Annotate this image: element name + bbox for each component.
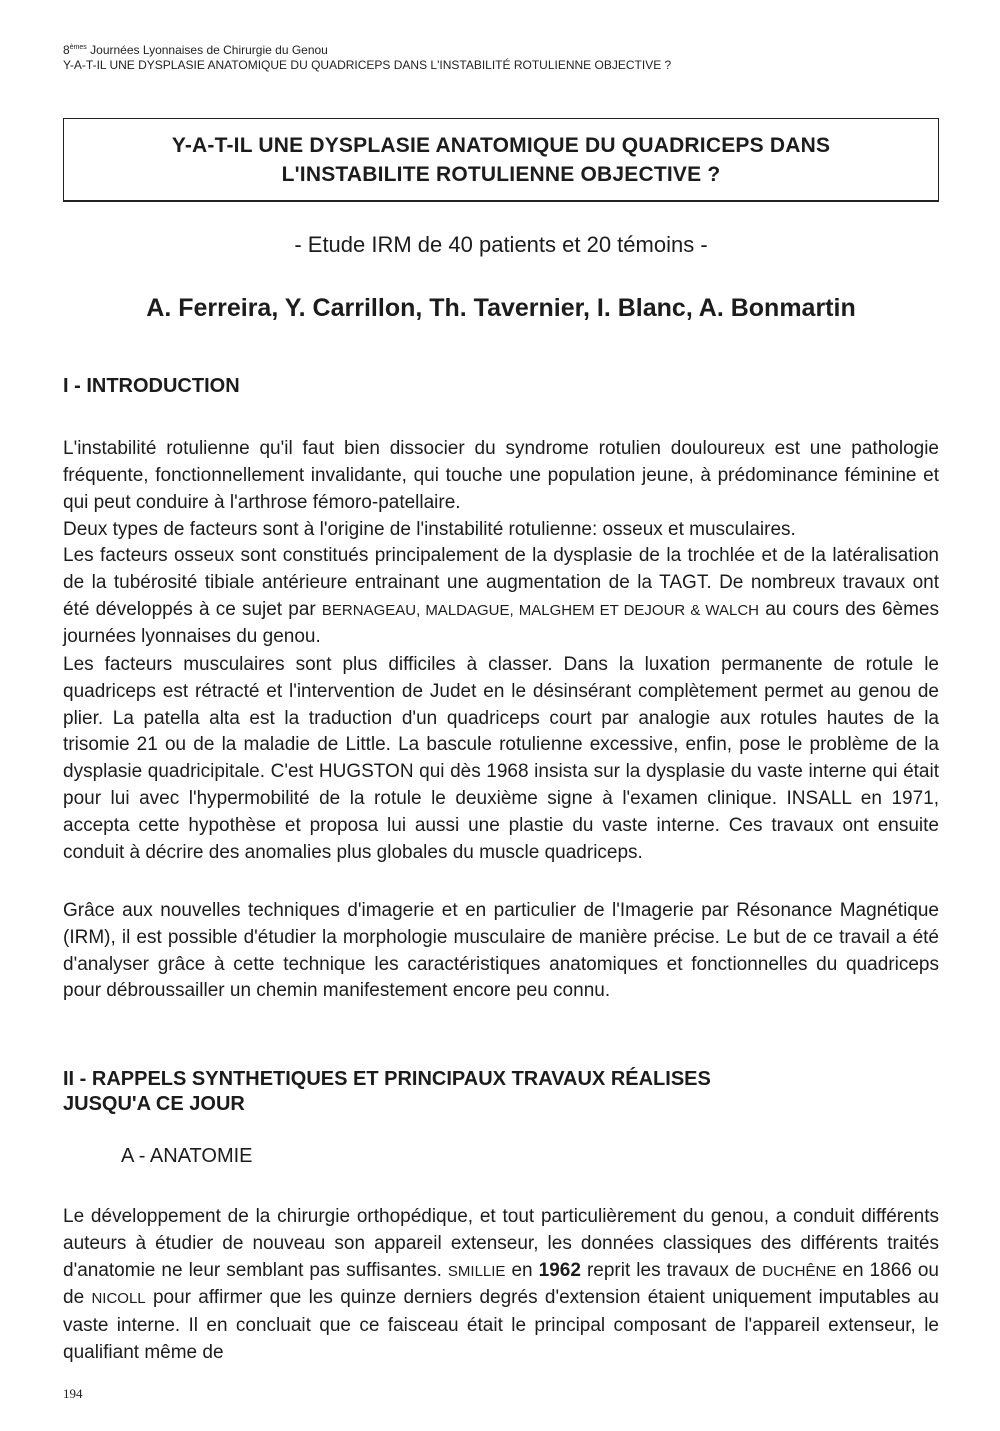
intro-paragraph-3 [63, 543, 939, 651]
intro-paragraph-5: Grâce aux nouvelles techniques d'imagerie et en particulier de l'Imagerie par Résonance Magnétique (IRM), il est possible d'étudier la morphologie musculaire de manière précise. Le but de ce travail a été d'analyser grâce à cette technique les caractéristiques anatomiques et fonctionnelles du quadriceps pour débroussailler un chemin manifestement encore peu connu. [63, 900, 939, 1002]
conference-name: Journées Lyonnaises de Chirurgie du Genou [86, 43, 328, 57]
article-title-line1: Y-A-T-IL UNE DYSPLASIE ANATOMIQUE DU QUADRICEPS DANS [171, 133, 831, 157]
section-heading-rappels-line1: II - RAPPELS SYNTHETIQUES ET PRINCIPAUX TRAVAUX RÉALISES [63, 1068, 711, 1090]
running-header-line2: Y-A-T-IL UNE DYSPLASIE ANATOMIQUE DU QUADRICEPS DANS L'INSTABILITÉ ROTULIENNE OBJECTIVE ? [63, 58, 672, 72]
intro-paragraph-1: L'instabilité rotulienne qu'il faut bien dissocier du syndrome rotulien douloureux est une pathologie fréquente, fonctionnellement invalidante, qui touche une population jeune, à prédominance féminine et qui peut conduire à l'arthrose fémoro-patellaire. [63, 438, 939, 513]
section-heading-introduction: I - INTRODUCTION [63, 375, 240, 397]
author-list: A. Ferreira, Y. Carrillon, Th. Tavernier, I. Blanc, A. Bonmartin [146, 294, 856, 322]
title-box [63, 118, 939, 202]
author-nicoll: NICOLL [91, 1290, 146, 1308]
intro-paragraph-4: Les facteurs musculaires sont plus difficiles à classer. Dans la luxation permanente de rotule le quadriceps est rétracté et l'intervention de Judet en le désinsérant complètement permet au genou de plier. La patella alta est la traduction d'un quadriceps court par analogie aux rotules hautes de la trisomie 21 ou de la maladie de Little. La bascule rotulienne excessive, enfin, pose le problème de la dysplasie quadricipitale. C'est HUGSTON qui dès 1968 insista sur la dysplasie du vaste interne qui était pour lui avec l'hypermobilité de la rotule le deuxième signe à l'examen clinique. INSALL en 1971, accepta cette hypothèse et proposa lui aussi une plastie du vaste interne. Ces travaux ont ensuite conduit à décrire des anomalies plus globales du muscle quadriceps. [63, 654, 939, 863]
article-title [172, 131, 830, 189]
intro-paragraph-3-authors: BERNAGEAU, MALDAGUE, MALGHEM ET DEJOUR & WALCH [321, 601, 760, 619]
running-header-line1 [63, 40, 943, 58]
page-number: 194 [63, 1386, 83, 1401]
year-1962: 1962 [538, 1259, 581, 1281]
anatomie-paragraph-1 [63, 1204, 939, 1367]
anatomie-text-c: reprit les travaux de [580, 1259, 763, 1281]
running-header [63, 40, 943, 73]
subsection-heading-anatomie: A - ANATOMIE [121, 1145, 253, 1167]
author-duchene: DUCHÊNE [762, 1262, 837, 1280]
anatomie-text-d: en 1866 ou de [63, 1259, 939, 1309]
edition-number: 8 [63, 43, 70, 57]
anatomie-text-e: pour affirmer que les quinze derniers degrés d'extension étaient uniquement imputables au vaste interne. Il en concluait que ce faisceau était le principal composant de l'appareil extenseur, le qualifiant même de [63, 1287, 939, 1363]
article-subtitle: - Etude IRM de 40 patients et 20 témoins - [294, 232, 708, 257]
anatomie-text-b: en [505, 1259, 539, 1281]
author-smillie: SMILLIE [447, 1262, 506, 1280]
section-heading-rappels-line2: JUSQU'A CE JOUR [63, 1093, 245, 1115]
intro-paragraph-3-text-a: Les facteurs osseux sont constitués principalement de la dysplasie de la trochlée et de la latéralisation de la tubérosité tibiale antérieure entrainant une augmentation de la TAGT. De nombreux travaux ont été développés à ce sujet par [63, 545, 939, 620]
intro-paragraph-2: Deux types de facteurs sont à l'origine de l'instabilité rotulienne: osseux et musculaires. [63, 519, 796, 540]
article-title-line2: L'INSTABILITE ROTULIENNE OBJECTIVE ? [281, 162, 721, 186]
section-heading-rappels [63, 1067, 711, 1117]
edition-suffix: èmes [69, 44, 87, 51]
intro-paragraph-3-text-b: au cours des 6èmes journées lyonnaises du genou. [63, 598, 939, 648]
anatomie-text-a: Le développement de la chirurgie orthopédique, et tout particulièrement du genou, a conduit différents auteurs à étudier de nouveau son appareil extenseur, les données classiques des différents traités d'anatomie ne leur semblant pas suffisantes. [63, 1206, 939, 1281]
